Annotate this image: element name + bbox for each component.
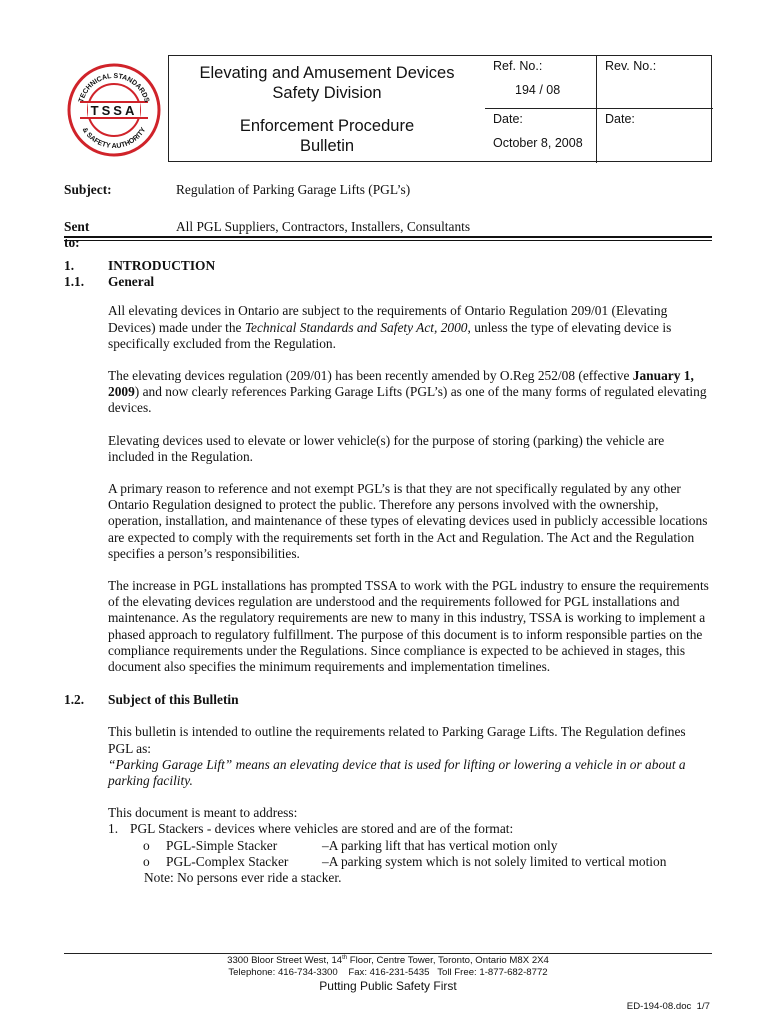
- date-label: Date:: [493, 112, 523, 126]
- section-1-2-heading: [64, 692, 712, 708]
- sent-to-label: Sent to:: [64, 219, 90, 250]
- bulletin-header-table: [168, 55, 712, 162]
- rev-label: Rev. No.:: [605, 59, 657, 73]
- footer-address: 3300 Bloor Street West, 14th Floor, Centre Tower, Toronto, Ontario M8X 2X4: [227, 955, 549, 967]
- rev-date-label: Date:: [605, 112, 635, 126]
- footer-rule: [64, 953, 712, 954]
- list-number: 1.: [108, 821, 119, 837]
- footer-phones: Telephone: 416-734-3300 Fax: 416-231-5435 Toll Free: 1-877-682-8772: [228, 967, 548, 978]
- sub-list-item: [108, 838, 712, 854]
- stacker-note: [108, 870, 712, 886]
- effective-date: January 1, 2009: [108, 367, 694, 400]
- document-id: ED-194-08.doc 1/7: [626, 1001, 710, 1012]
- sub-item-desc: –A parking lift that has vertical motion only: [322, 837, 558, 853]
- sub-item-term: PGL-Simple Stacker: [166, 837, 278, 853]
- logo-center-text: TSSA: [90, 103, 138, 118]
- paragraph: A primary reason to reference and not exempt PGL’s is that they are not specifically regulated by any other Ontario Regulation designed to protect the public. Therefore any persons involved with the ownership, operation, installation, and maintenance of these types of elevating devices used in publicly accessible locations are expected to comply with the requirements set forth in the Act and Regulation. The Act and the Regulation specifies a person’s responsibilities.: [108, 481, 708, 561]
- address-list: [108, 821, 712, 886]
- list-item: [108, 821, 712, 837]
- logo-ring-top: TECHNICAL STANDARDS: [77, 72, 151, 104]
- logo-ring-bottom: & SAFETY AUTHORITY: [80, 126, 148, 151]
- bulletin-type-line2: Bulletin: [299, 137, 355, 155]
- sent-to-value: All PGL Suppliers, Contractors, Installers, Consultants: [176, 219, 471, 234]
- document-body: [64, 258, 712, 886]
- ref-label: Ref. No.:: [493, 59, 543, 73]
- division-title-line1: Elevating and Amusement Devices: [199, 64, 455, 82]
- paragraph: This bulletin is intended to outline the requirements related to Parking Garage Lifts. The Regulation defines PGL as:: [108, 724, 686, 756]
- section-1-1-heading: [64, 274, 712, 290]
- division-title: [169, 56, 485, 109]
- section-title: Subject of this Bulletin: [108, 692, 239, 708]
- section-title: INTRODUCTION: [108, 258, 216, 273]
- paragraph: The elevating devices regulation (209/01) has been recently amended by O.Reg 252/08 (effective January 1, 2009) and now clearly references Parking Garage Lifts (PGL’s) as one of the many forms of regulated elevating devices.: [108, 367, 707, 416]
- bullet-icon: o: [143, 853, 150, 869]
- ref-column: [485, 56, 597, 163]
- paragraph: This document is meant to address:: [108, 805, 298, 821]
- date-value: October 8, 2008: [493, 136, 583, 150]
- ref-value: 194 / 08: [515, 83, 561, 97]
- paragraph: All elevating devices in Ontario are subject to the requirements of Ontario Regulation 209/01 (Elevating Devices) made under the Technical Standards and Safety Act, 2000, unless the type of elevating device is specifically excluded from the Regulation.: [108, 303, 672, 351]
- tssa-logo: [66, 62, 162, 158]
- subject-value: Regulation of Parking Garage Lifts (PGL’s): [176, 182, 411, 197]
- tssa-seal-icon: [66, 62, 162, 158]
- list-text: PGL Stackers - devices where vehicles are stored and are of the format:: [130, 821, 514, 837]
- bullet-icon: o: [143, 837, 150, 853]
- paragraph: The increase in PGL installations has prompted TSSA to work with the PGL industry to ensure the requirements of the elevating devices regulation are understood and the requirements followed for PGL installations and maintenance. As the regulatory requirements are new to many in this industry, TSSA is working to implement a phased approach to regulatory fulfillment. The purpose of this document is to inform responsible parties on the compliance requirements under the Regulations. Since compliance is expected to be achieved in stages, this document also specifies the minimum requirements and implementation timelines.: [108, 578, 709, 675]
- section-number: 1.2.: [64, 692, 85, 708]
- footer-slogan: Putting Public Safety First: [319, 979, 457, 993]
- rev-column: [597, 56, 713, 163]
- header-rule-thin: [64, 240, 712, 241]
- paragraph: Elevating devices used to elevate or lower vehicle(s) for the purpose of storing (parking) the vehicle are included in the Regulation.: [108, 432, 665, 464]
- sub-item-term: PGL-Complex Stacker: [166, 853, 289, 869]
- section-title: General: [108, 274, 155, 290]
- note-text: Note: No persons ever ride a stacker.: [144, 870, 342, 885]
- bulletin-type: [169, 109, 485, 163]
- act-name: Technical Standards and Safety Act, 2000: [244, 319, 468, 335]
- bulletin-type-line1: Enforcement Procedure: [239, 117, 415, 135]
- pgl-definition: “Parking Garage Lift” means an elevating device that is used for lifting or lowering a vehicle in or about a parking facility.: [108, 756, 686, 789]
- subject-label: Subject:: [64, 182, 112, 197]
- section-number: 1.: [64, 258, 75, 273]
- division-title-line2: Safety Division: [272, 84, 382, 102]
- sub-list-item: [108, 854, 712, 870]
- header-rule-thick: [64, 236, 712, 238]
- sub-item-desc: –A parking system which is not solely limited to vertical motion: [322, 853, 667, 869]
- section-1-heading: [64, 258, 712, 274]
- section-number: 1.1.: [64, 274, 85, 290]
